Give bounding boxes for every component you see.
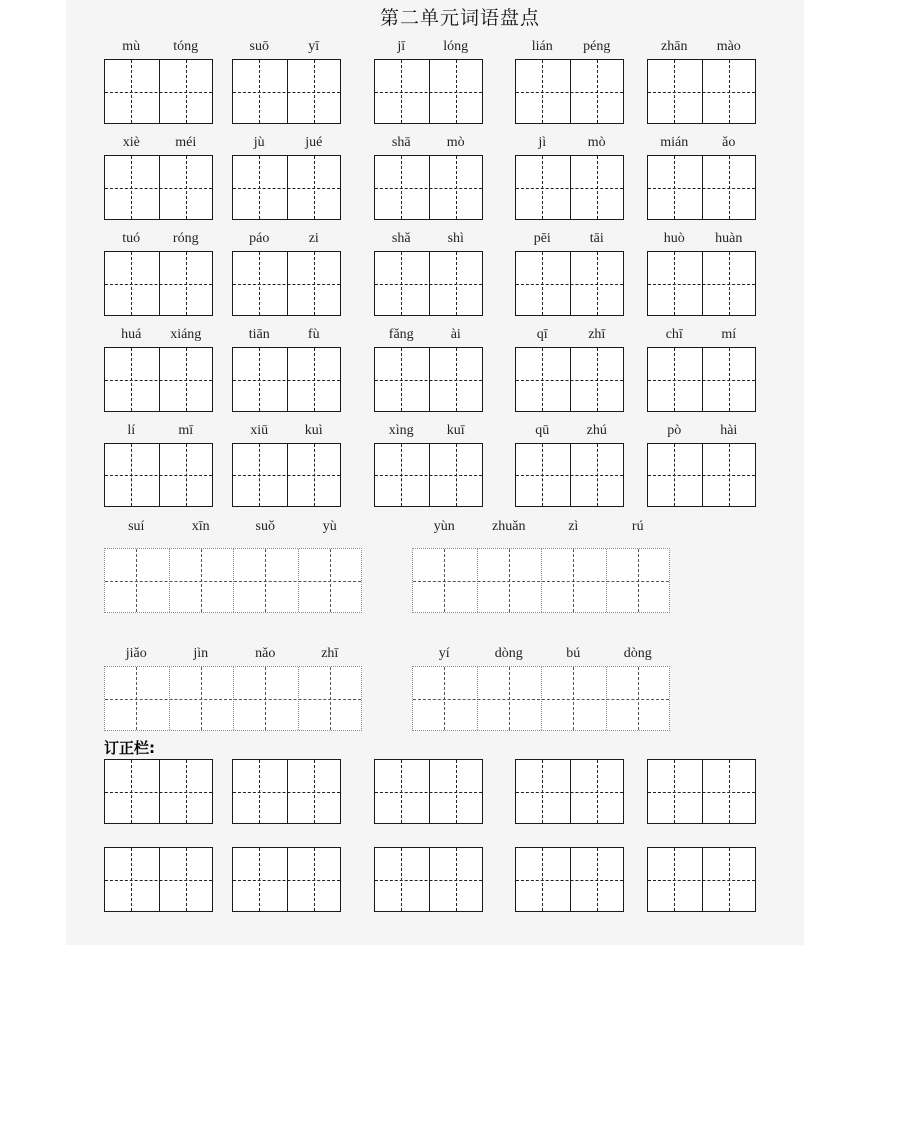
cell-guide-horizontal <box>105 581 361 582</box>
cell-guide-horizontal <box>648 92 755 93</box>
correction-writing-box[interactable] <box>647 847 756 912</box>
cell-guide-horizontal <box>375 188 482 189</box>
pinyin-label: hài <box>720 423 738 438</box>
pinyin-label: jī <box>397 39 406 54</box>
idiom-writing-box[interactable] <box>104 548 362 613</box>
pinyin-label: ài <box>450 327 461 342</box>
correction-writing-box[interactable] <box>515 847 624 912</box>
idiom-pinyin-label: bú <box>566 646 581 661</box>
word-writing-box[interactable] <box>647 347 756 412</box>
pinyin-label: zhú <box>586 423 607 438</box>
idiom-pinyin-label: dòng <box>494 646 523 661</box>
pinyin-label: mào <box>716 39 741 54</box>
idiom-pinyin-label: yù <box>322 519 337 534</box>
idiom-pinyin-label: suí <box>128 519 145 534</box>
cell-guide-horizontal <box>233 92 340 93</box>
pinyin-label: shǎ <box>391 231 411 246</box>
idiom-pinyin-label: suǒ <box>255 519 275 534</box>
cell-guide-horizontal <box>105 380 212 381</box>
cell-guide-horizontal <box>375 792 482 793</box>
pinyin-label: tāi <box>589 231 604 246</box>
cell-guide-horizontal <box>105 792 212 793</box>
correction-writing-box[interactable] <box>374 847 483 912</box>
correction-writing-box[interactable] <box>104 759 213 824</box>
correction-writing-box[interactable] <box>232 847 341 912</box>
word-writing-box[interactable] <box>515 155 624 220</box>
pinyin-label: péng <box>583 39 611 54</box>
word-writing-box[interactable] <box>232 59 341 124</box>
word-writing-box[interactable] <box>104 59 213 124</box>
pinyin-label: chī <box>665 327 683 342</box>
correction-writing-box[interactable] <box>232 759 341 824</box>
pinyin-label: páo <box>249 231 270 246</box>
pinyin-label: fù <box>307 327 320 342</box>
pinyin-label: yī <box>308 39 320 54</box>
idiom-pinyin-label: zì <box>568 519 579 534</box>
cell-guide-horizontal <box>516 475 623 476</box>
word-writing-box[interactable] <box>515 59 624 124</box>
pinyin-label: mí <box>721 327 737 342</box>
pinyin-label: ǎo <box>722 135 736 150</box>
cell-guide-horizontal <box>233 792 340 793</box>
idiom-pinyin-label: jiǎo <box>125 646 147 661</box>
cell-guide-horizontal <box>516 792 623 793</box>
cell-guide-horizontal <box>233 380 340 381</box>
cell-guide-horizontal <box>105 284 212 285</box>
cell-guide-horizontal <box>233 475 340 476</box>
pinyin-label: huá <box>121 327 142 342</box>
word-writing-box[interactable] <box>104 443 213 507</box>
word-writing-box[interactable] <box>104 251 213 316</box>
cell-guide-horizontal <box>233 880 340 881</box>
cell-guide-horizontal <box>648 284 755 285</box>
word-writing-box[interactable] <box>232 251 341 316</box>
pinyin-label: zhān <box>661 39 688 54</box>
cell-guide-horizontal <box>375 880 482 881</box>
pinyin-label: jì <box>538 135 547 150</box>
pinyin-label: mù <box>122 39 141 54</box>
pinyin-label: kuī <box>446 423 465 438</box>
idiom-writing-box[interactable] <box>412 548 670 613</box>
page-title: 第二单元词语盘点 <box>379 7 540 29</box>
pinyin-label: shā <box>391 135 411 150</box>
pinyin-label: xìng <box>388 423 414 438</box>
pinyin-label: huò <box>663 231 685 246</box>
pinyin-label: qī <box>536 327 548 342</box>
pinyin-label: xiè <box>122 135 140 150</box>
word-writing-box[interactable] <box>232 155 341 220</box>
idiom-pinyin-label: zhī <box>321 646 339 661</box>
pinyin-label: lóng <box>443 39 469 54</box>
idiom-pinyin-label: rú <box>631 519 644 534</box>
word-writing-box[interactable] <box>515 443 624 507</box>
cell-guide-horizontal <box>648 475 755 476</box>
cell-guide-horizontal <box>648 380 755 381</box>
cell-guide-horizontal <box>375 380 482 381</box>
idiom-pinyin-label: nǎo <box>255 646 276 661</box>
idiom-pinyin-label: dòng <box>623 646 652 661</box>
pinyin-label: qū <box>535 423 550 438</box>
word-writing-box[interactable] <box>374 251 483 316</box>
pinyin-label: lí <box>127 423 136 438</box>
cell-guide-horizontal <box>375 284 482 285</box>
correction-writing-box[interactable] <box>104 847 213 912</box>
cell-guide-horizontal <box>516 880 623 881</box>
correction-writing-box[interactable] <box>647 759 756 824</box>
pinyin-label: méi <box>175 135 197 150</box>
pinyin-label: suō <box>249 39 269 54</box>
word-writing-box[interactable] <box>232 347 341 412</box>
cell-guide-horizontal <box>516 188 623 189</box>
cell-guide-horizontal <box>516 284 623 285</box>
cell-guide-horizontal <box>233 284 340 285</box>
cell-guide-horizontal <box>105 699 361 700</box>
pinyin-label: xiū <box>250 423 269 438</box>
word-writing-box[interactable] <box>374 347 483 412</box>
word-writing-box[interactable] <box>374 443 483 507</box>
pinyin-label: mò <box>587 135 606 150</box>
pinyin-label: lián <box>531 39 553 54</box>
word-writing-box[interactable] <box>515 347 624 412</box>
idiom-pinyin-label: yí <box>438 646 450 661</box>
word-writing-box[interactable] <box>232 443 341 507</box>
pinyin-label: pò <box>667 423 682 438</box>
correction-writing-box[interactable] <box>374 759 483 824</box>
pinyin-label: pēi <box>533 231 551 246</box>
idiom-pinyin-label: zhuǎn <box>492 519 526 534</box>
cell-guide-horizontal <box>105 880 212 881</box>
idiom-pinyin-label: yùn <box>433 519 455 534</box>
word-writing-box[interactable] <box>104 155 213 220</box>
cell-guide-horizontal <box>105 188 212 189</box>
cell-guide-horizontal <box>375 92 482 93</box>
idiom-pinyin-label: jìn <box>193 646 209 661</box>
pinyin-label: jué <box>305 135 323 150</box>
pinyin-label: shì <box>447 231 464 246</box>
pinyin-label: tóng <box>173 39 199 54</box>
pinyin-label: tuó <box>122 231 141 246</box>
pinyin-label: fǎng <box>388 327 414 342</box>
word-writing-box[interactable] <box>104 347 213 412</box>
pinyin-label: mián <box>660 135 689 150</box>
cell-guide-horizontal <box>105 92 212 93</box>
word-writing-box[interactable] <box>515 251 624 316</box>
cell-guide-horizontal <box>648 880 755 881</box>
word-writing-box[interactable] <box>647 443 756 507</box>
word-writing-box[interactable] <box>374 59 483 124</box>
cell-guide-horizontal <box>375 475 482 476</box>
idiom-writing-box[interactable] <box>412 666 670 731</box>
correction-writing-box[interactable] <box>515 759 624 824</box>
pinyin-label: mī <box>178 423 194 438</box>
idiom-pinyin-label: xīn <box>191 519 210 534</box>
cell-guide-horizontal <box>413 581 669 582</box>
pinyin-label: huàn <box>715 231 743 246</box>
word-writing-box[interactable] <box>647 59 756 124</box>
cell-guide-horizontal <box>648 188 755 189</box>
pinyin-label: mò <box>446 135 465 150</box>
cell-guide-horizontal <box>648 792 755 793</box>
pinyin-label: kuì <box>304 423 323 438</box>
pinyin-label: xiáng <box>170 327 202 342</box>
cell-guide-horizontal <box>516 380 623 381</box>
pinyin-label: tiān <box>248 327 270 342</box>
cell-guide-horizontal <box>105 475 212 476</box>
pinyin-label: zi <box>308 231 319 246</box>
cell-guide-horizontal <box>516 92 623 93</box>
cell-guide-horizontal <box>233 188 340 189</box>
word-writing-box[interactable] <box>374 155 483 220</box>
pinyin-label: jù <box>253 135 265 150</box>
pinyin-label: zhī <box>588 327 606 342</box>
pinyin-label: róng <box>172 231 199 246</box>
idiom-writing-box[interactable] <box>104 666 362 731</box>
cell-guide-horizontal <box>413 699 669 700</box>
word-writing-box[interactable] <box>647 251 756 316</box>
correction-label: 订正栏: <box>104 739 155 757</box>
word-writing-box[interactable] <box>647 155 756 220</box>
